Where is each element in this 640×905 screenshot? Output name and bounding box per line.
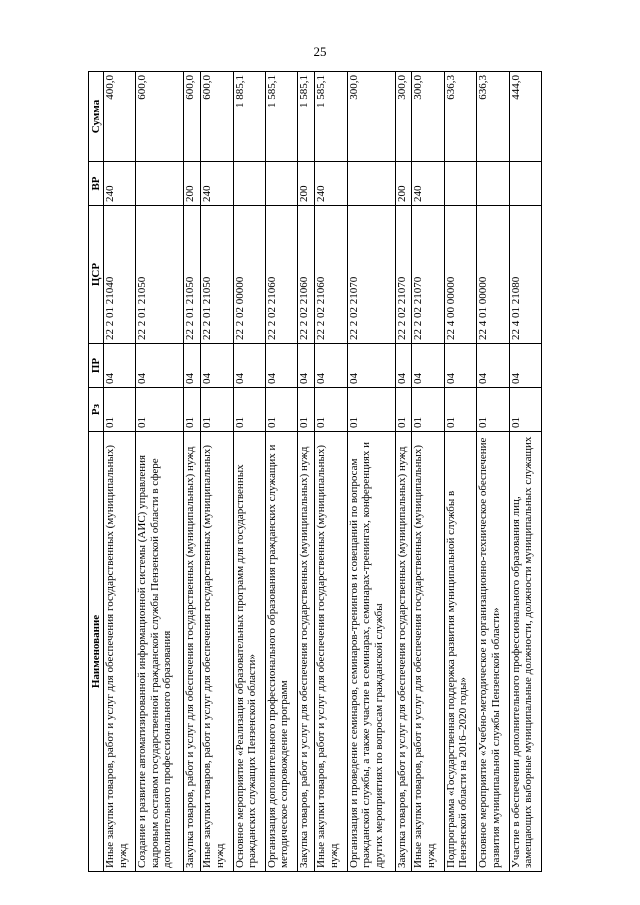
table-row	[347, 72, 395, 872]
cell-sum: 1 585,1	[315, 72, 347, 162]
cell-rz: 01	[136, 388, 184, 432]
cell-vr	[233, 162, 265, 206]
cell-vr: 200	[395, 162, 412, 206]
table-row	[315, 72, 347, 872]
cell-name: Организация и проведение семинаров, семинаров-тренингов и совещаний по вопросам гражданской службы, а также участие в семинарах, семинарах-тренингах, конференциях и других мероприятиях по вопросам гражданской службы	[347, 432, 395, 872]
cell-name: Закупка товаров, работ и услуг для обеспечения государственных (муниципальных) нужд	[298, 432, 315, 872]
cell-vr	[136, 162, 184, 206]
cell-csr: 22 2 02 21070	[347, 206, 395, 344]
cell-vr: 200	[298, 162, 315, 206]
table-row	[444, 72, 476, 872]
cell-sum: 444,0	[509, 72, 542, 162]
cell-vr: 240	[315, 162, 347, 206]
cell-rz: 01	[184, 388, 201, 432]
header-rz: Рз	[89, 388, 104, 432]
cell-name: Основное мероприятие «Реализация образовательных программ для государственных гражданских служащих Пензенской области»	[233, 432, 265, 872]
table-row	[509, 72, 542, 872]
cell-sum: 300,0	[395, 72, 412, 162]
cell-sum: 1 585,1	[265, 72, 297, 162]
cell-pr: 04	[395, 344, 412, 388]
cell-name: Иные закупки товаров, работ и услуг для обеспечения государственных (муниципальных) нужд	[104, 432, 136, 872]
cell-name: Иные закупки товаров, работ и услуг для обеспечения государственных (муниципальных) нужд	[315, 432, 347, 872]
header-vr: ВР	[89, 162, 104, 206]
cell-sum: 400,0	[104, 72, 136, 162]
header-name: Наименование	[89, 432, 104, 872]
cell-csr: 22 2 02 21070	[412, 206, 444, 344]
table-row	[395, 72, 412, 872]
cell-pr: 04	[201, 344, 233, 388]
cell-sum: 300,0	[347, 72, 395, 162]
cell-rz: 01	[477, 388, 509, 432]
cell-pr: 04	[265, 344, 297, 388]
table-header-row	[89, 72, 104, 872]
cell-csr: 22 2 02 00000	[233, 206, 265, 344]
cell-rz: 01	[201, 388, 233, 432]
cell-csr: 22 4 01 21080	[509, 206, 542, 344]
cell-rz: 01	[233, 388, 265, 432]
cell-sum: 300,0	[412, 72, 444, 162]
cell-csr: 22 4 00 00000	[444, 206, 476, 344]
cell-vr: 240	[201, 162, 233, 206]
cell-rz: 01	[315, 388, 347, 432]
cell-name: Подпрограмма «Государственная поддержка развития муниципальной службы в Пензенской области на 2016–2020 годы»	[444, 432, 476, 872]
table-row	[412, 72, 444, 872]
table-row	[265, 72, 297, 872]
header-csr: ЦСР	[89, 206, 104, 344]
cell-name: Основное мероприятие «Учебно-методическое и организационно-техническое обеспечение развития муниципальной службы Пензенской области»	[477, 432, 509, 872]
cell-name: Закупка товаров, работ и услуг для обеспечения государственных (муниципальных) нужд	[184, 432, 201, 872]
cell-pr: 04	[444, 344, 476, 388]
cell-rz: 01	[509, 388, 542, 432]
cell-name: Организация дополнительного профессионального образования гражданских служащих и методическое сопровождение программ	[265, 432, 297, 872]
page-number: 25	[313, 44, 327, 59]
cell-pr: 04	[298, 344, 315, 388]
rotated-table-container	[88, 72, 542, 872]
table-row	[104, 72, 136, 872]
cell-pr: 04	[412, 344, 444, 388]
cell-csr: 22 2 01 21050	[184, 206, 201, 344]
cell-sum: 636,3	[444, 72, 476, 162]
cell-rz: 01	[347, 388, 395, 432]
table-row	[477, 72, 509, 872]
cell-vr: 240	[412, 162, 444, 206]
cell-sum: 600,0	[184, 72, 201, 162]
cell-pr: 04	[184, 344, 201, 388]
cell-pr: 04	[136, 344, 184, 388]
table-row	[298, 72, 315, 872]
table-row	[233, 72, 265, 872]
cell-sum: 636,3	[477, 72, 509, 162]
cell-vr	[444, 162, 476, 206]
cell-rz: 01	[298, 388, 315, 432]
table-row	[136, 72, 184, 872]
cell-rz: 01	[444, 388, 476, 432]
cell-vr	[347, 162, 395, 206]
cell-vr	[477, 162, 509, 206]
cell-vr: 200	[184, 162, 201, 206]
cell-rz: 01	[104, 388, 136, 432]
cell-vr: 240	[104, 162, 136, 206]
cell-csr: 22 2 02 21060	[298, 206, 315, 344]
cell-pr: 04	[477, 344, 509, 388]
budget-table	[88, 71, 542, 872]
cell-pr: 04	[104, 344, 136, 388]
header-pr: ПР	[89, 344, 104, 388]
cell-csr: 22 2 01 21040	[104, 206, 136, 344]
table-row	[201, 72, 233, 872]
cell-name: Создание и развитие автоматизированной информационной системы (АИС) управления кадровым составом государственной гражданской службы Пензенской области в сфере дополнительного профессионального образования	[136, 432, 184, 872]
cell-rz: 01	[265, 388, 297, 432]
cell-csr: 22 2 02 21070	[395, 206, 412, 344]
cell-pr: 04	[509, 344, 542, 388]
cell-csr: 22 4 01 00000	[477, 206, 509, 344]
cell-csr: 22 2 02 21060	[315, 206, 347, 344]
cell-sum: 600,0	[201, 72, 233, 162]
cell-csr: 22 2 01 21050	[201, 206, 233, 344]
cell-rz: 01	[395, 388, 412, 432]
cell-name: Иные закупки товаров, работ и услуг для обеспечения государственных (муниципальных) нужд	[412, 432, 444, 872]
cell-name: Иные закупки товаров, работ и услуг для обеспечения государственных (муниципальных) нужд	[201, 432, 233, 872]
cell-sum: 1 885,1	[233, 72, 265, 162]
cell-csr: 22 2 01 21050	[136, 206, 184, 344]
table-row	[184, 72, 201, 872]
cell-csr: 22 2 02 21060	[265, 206, 297, 344]
header-sum: Сумма	[89, 72, 104, 162]
cell-pr: 04	[347, 344, 395, 388]
cell-name: Закупка товаров, работ и услуг для обеспечения государственных (муниципальных) нужд	[395, 432, 412, 872]
cell-rz: 01	[412, 388, 444, 432]
cell-sum: 1 585,1	[298, 72, 315, 162]
cell-vr	[509, 162, 542, 206]
cell-sum: 600,0	[136, 72, 184, 162]
cell-name: Участие в обеспечении дополнительного профессионального образования лиц, замещающих выборные муниципальные должности, должности муниципальных служащих	[509, 432, 542, 872]
cell-vr	[265, 162, 297, 206]
cell-pr: 04	[233, 344, 265, 388]
cell-pr: 04	[315, 344, 347, 388]
